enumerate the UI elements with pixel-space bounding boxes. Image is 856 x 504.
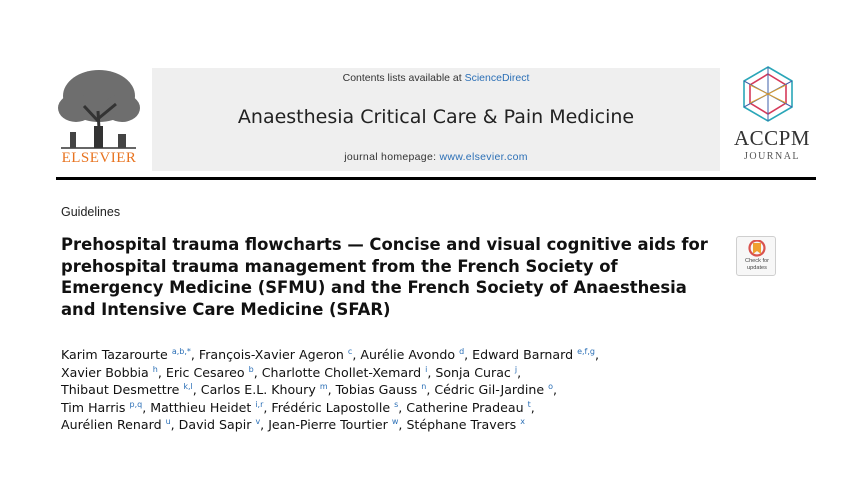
author-affiliation-marker[interactable]: u [165, 417, 171, 426]
homepage-line [152, 151, 720, 163]
article-type: Guidelines [61, 205, 121, 219]
author-separator: , [594, 347, 599, 362]
homepage-prefix: journal homepage: [344, 151, 440, 163]
author-name[interactable]: Aurélie Avondo [360, 347, 456, 362]
author-separator: , [253, 364, 262, 380]
author-affiliation-marker[interactable]: p,q [129, 399, 143, 409]
author-affiliation-marker[interactable]: i,r [255, 399, 264, 409]
author-separator: , [398, 399, 407, 415]
author-name[interactable]: Karim Tazarourte [61, 347, 168, 362]
author-separator: , [157, 364, 166, 380]
author-affiliation-marker[interactable]: o [548, 382, 554, 391]
author-affiliation-marker[interactable]: m [319, 382, 328, 391]
bookmark-icon [746, 240, 768, 258]
author-name[interactable]: Eric Cesareo [165, 364, 245, 380]
author-list [61, 346, 761, 434]
contents-prefix: Contents lists available at [342, 72, 465, 84]
author-affiliation-marker[interactable]: x [520, 417, 525, 426]
author-affiliation-marker[interactable]: n [421, 382, 427, 391]
author-name[interactable]: Carlos E.L. Khoury [200, 382, 316, 397]
author-affiliation-marker[interactable]: j [514, 364, 518, 374]
author-line [61, 364, 761, 382]
author-name[interactable]: François-Xavier Ageron [198, 347, 344, 362]
author-name[interactable]: Sonja Curac [435, 364, 511, 380]
author-name[interactable]: Tim Harris [61, 399, 126, 415]
author-affiliation-marker[interactable]: a,b,* [171, 347, 191, 356]
author-separator: , [517, 364, 522, 380]
author-affiliation-marker[interactable]: d [459, 347, 465, 356]
accpm-subtitle: JOURNAL [743, 151, 801, 162]
author-affiliation-marker[interactable]: v [255, 417, 261, 426]
author-affiliation-marker[interactable]: i [425, 364, 428, 374]
accpm-network-logo [740, 64, 796, 124]
journal-title[interactable]: Anaesthesia Critical Care & Pain Medicine [237, 106, 635, 128]
author-affiliation-marker[interactable]: e,f,g [577, 347, 595, 356]
author-name[interactable]: Jean-Pierre Tourtier [268, 417, 388, 432]
author-separator: , [352, 347, 361, 362]
author-separator: , [192, 382, 201, 397]
accpm-wordmark[interactable]: ACCPM [733, 126, 811, 150]
author-affiliation-marker[interactable]: h [152, 364, 158, 374]
author-name[interactable]: David Sapir [178, 417, 252, 432]
author-affiliation-marker[interactable]: w [391, 417, 399, 426]
author-line [61, 416, 761, 434]
author-name[interactable]: Thibaut Desmettre [61, 382, 180, 397]
author-separator: , [464, 347, 473, 362]
author-name[interactable]: Aurélien Renard [61, 417, 162, 432]
author-affiliation-marker[interactable]: k,l [183, 382, 193, 391]
author-name[interactable]: Frédéric Lapostolle [271, 399, 391, 415]
author-separator: , [427, 364, 436, 380]
author-line [61, 346, 761, 364]
author-separator: , [260, 417, 269, 432]
author-name[interactable]: Stéphane Travers [406, 417, 517, 432]
author-affiliation-marker[interactable]: b [248, 364, 254, 374]
sciencedirect-link[interactable]: ScienceDirect [464, 72, 530, 84]
author-affiliation-marker[interactable]: s [394, 399, 399, 409]
author-name[interactable]: Catherine Pradeau [406, 399, 524, 415]
check-for-updates-label: Check for updates [745, 258, 769, 271]
header-divider [56, 177, 816, 180]
author-line [61, 381, 761, 399]
title-line: and Intensive Care Medicine (SFAR) [61, 299, 391, 319]
elsevier-wordmark[interactable]: ELSEVIER [61, 150, 137, 166]
title-line: prehospital trauma management from the French Society of [61, 256, 618, 276]
journal-header [152, 68, 720, 171]
author-affiliation-marker[interactable]: c [347, 347, 353, 356]
author-line [61, 399, 761, 417]
author-name[interactable]: Xavier Bobbia [61, 364, 149, 380]
author-separator: , [190, 347, 199, 362]
author-separator: , [170, 417, 179, 432]
author-separator: , [263, 399, 272, 415]
article-title [61, 234, 721, 320]
title-line: Prehospital trauma flowcharts — Concise and visual cognitive aids for [61, 235, 708, 254]
author-name[interactable]: Matthieu Heidet [150, 399, 252, 415]
author-affiliation-marker[interactable]: t [527, 399, 531, 409]
author-separator: , [327, 382, 336, 397]
author-separator: , [553, 382, 558, 397]
author-name[interactable]: Charlotte Chollet-Xemard [261, 364, 422, 380]
author-separator: , [426, 382, 435, 397]
check-for-updates-button[interactable] [736, 236, 776, 276]
homepage-link[interactable]: www.elsevier.com [439, 151, 528, 163]
author-separator: , [142, 399, 151, 415]
author-name[interactable]: Cédric Gil-Jardine [434, 382, 545, 397]
author-name[interactable]: Edward Barnard [472, 347, 574, 362]
author-name[interactable]: Tobias Gauss [335, 382, 418, 397]
title-line: Emergency Medicine (SFMU) and the French Society of Anaesthesia [61, 278, 687, 297]
author-separator: , [530, 399, 535, 415]
contents-line [152, 72, 720, 84]
author-separator: , [398, 417, 407, 432]
